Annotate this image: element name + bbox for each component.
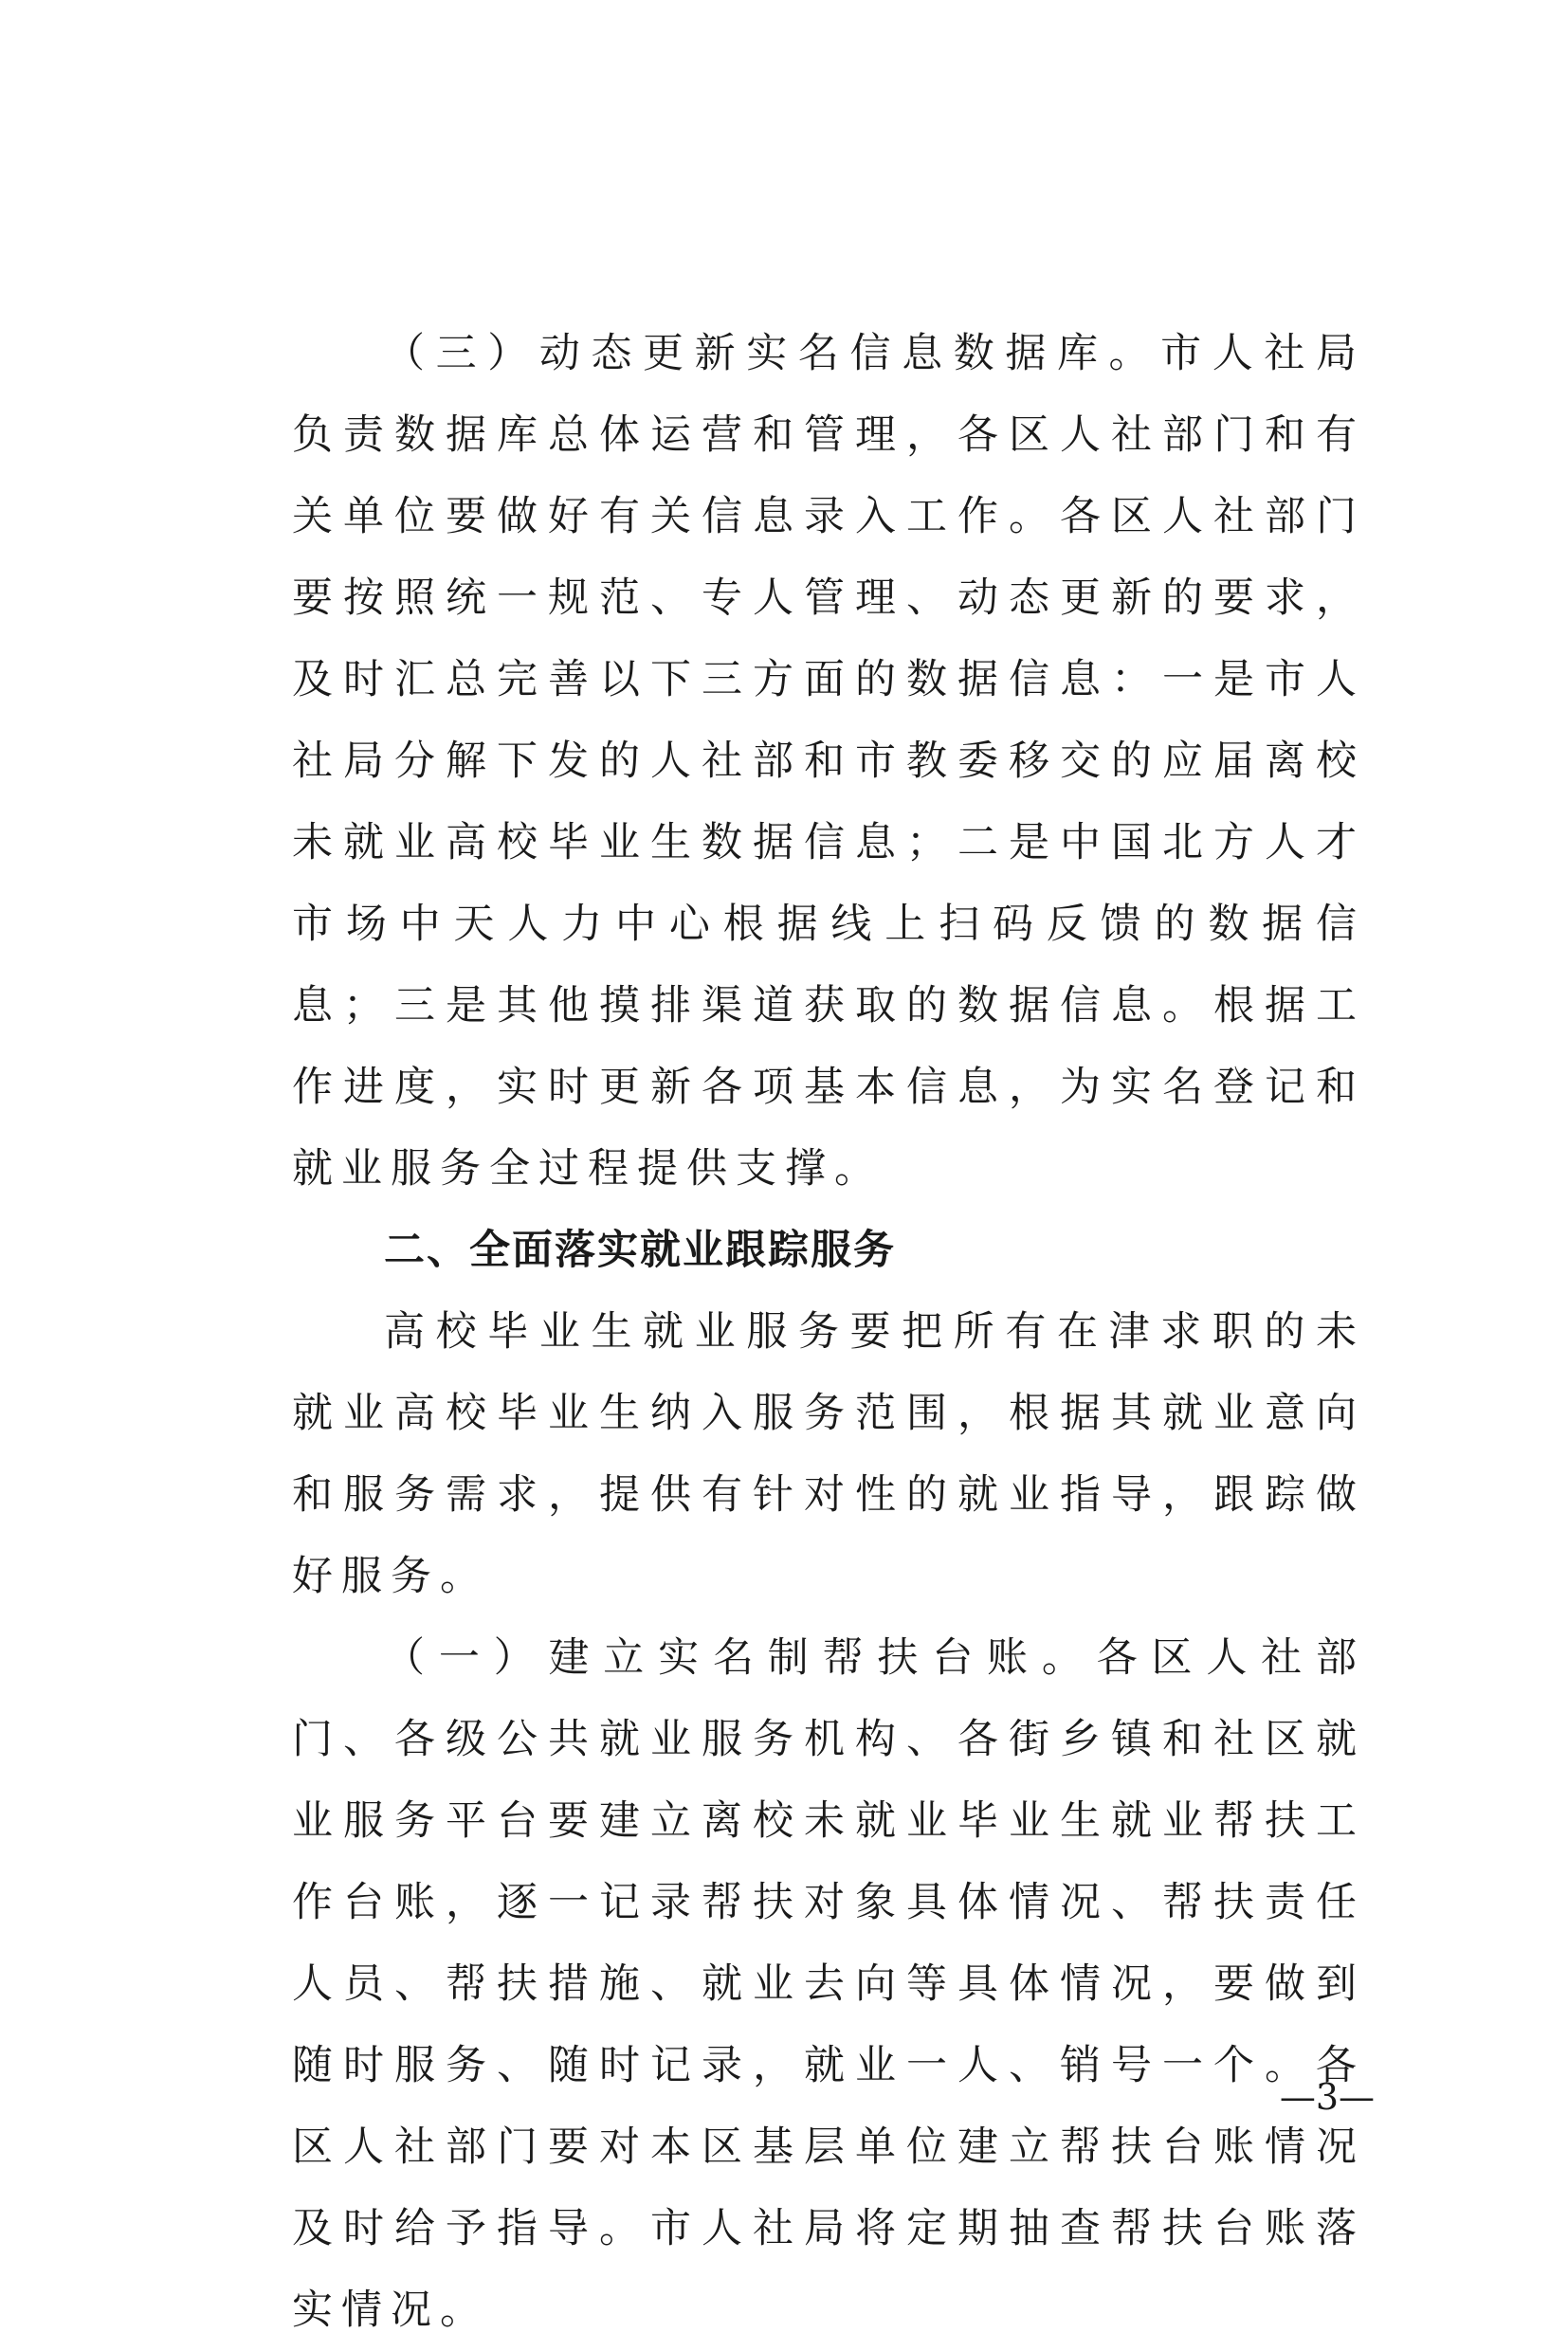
page-number: —3— xyxy=(1279,2076,1375,2118)
paragraph-dynamic-database-update: （三）动态更新实名信息数据库。市人社局负责数据库总体运营和管理，各区人社部门和有关单位要做好有关信息录入工作。各区人社部门要按照统一规范、专人管理、动态更新的要求，及时汇总完善以下三方面的数据信息：一是市人社局分解下发的人社部和市教委移交的应届离校未就业高校毕业生数据信息；二是中国北方人才市场中天人力中心根据线上扫码反馈的数据信息；三是其他摸排渠道获取的数据信息。根据工作进度，实时更新各项基本信息，为实名登记和就业服务全过程提供支撑。 xyxy=(292,330,1365,1193)
paragraph-assistance-ledger: （一）建立实名制帮扶台账。各区人社部门、各级公共就业服务机构、各街乡镇和社区就业服务平台要建立离校未就业毕业生就业帮扶工作台账，逐一记录帮扶对象具体情况、帮扶责任人员、帮扶措施、就业去向等具体情况，要做到随时服务、随时记录，就业一人、销号一个。各区人社部门要对本区基层单位建立帮扶台账情况及时给予指导。市人社局将定期抽查帮扶台账落实情况。 xyxy=(292,1634,1365,2334)
section-heading-tracking-service: 二、全面落实就业跟踪服务 xyxy=(384,1227,896,1274)
paragraph-service-scope: 高校毕业生就业服务要把所有在津求职的未就业高校毕业生纳入服务范围，根据其就业意向和服务需求，提供有针对性的就业指导，跟踪做好服务。 xyxy=(292,1308,1365,1600)
document-body xyxy=(292,313,1365,2351)
